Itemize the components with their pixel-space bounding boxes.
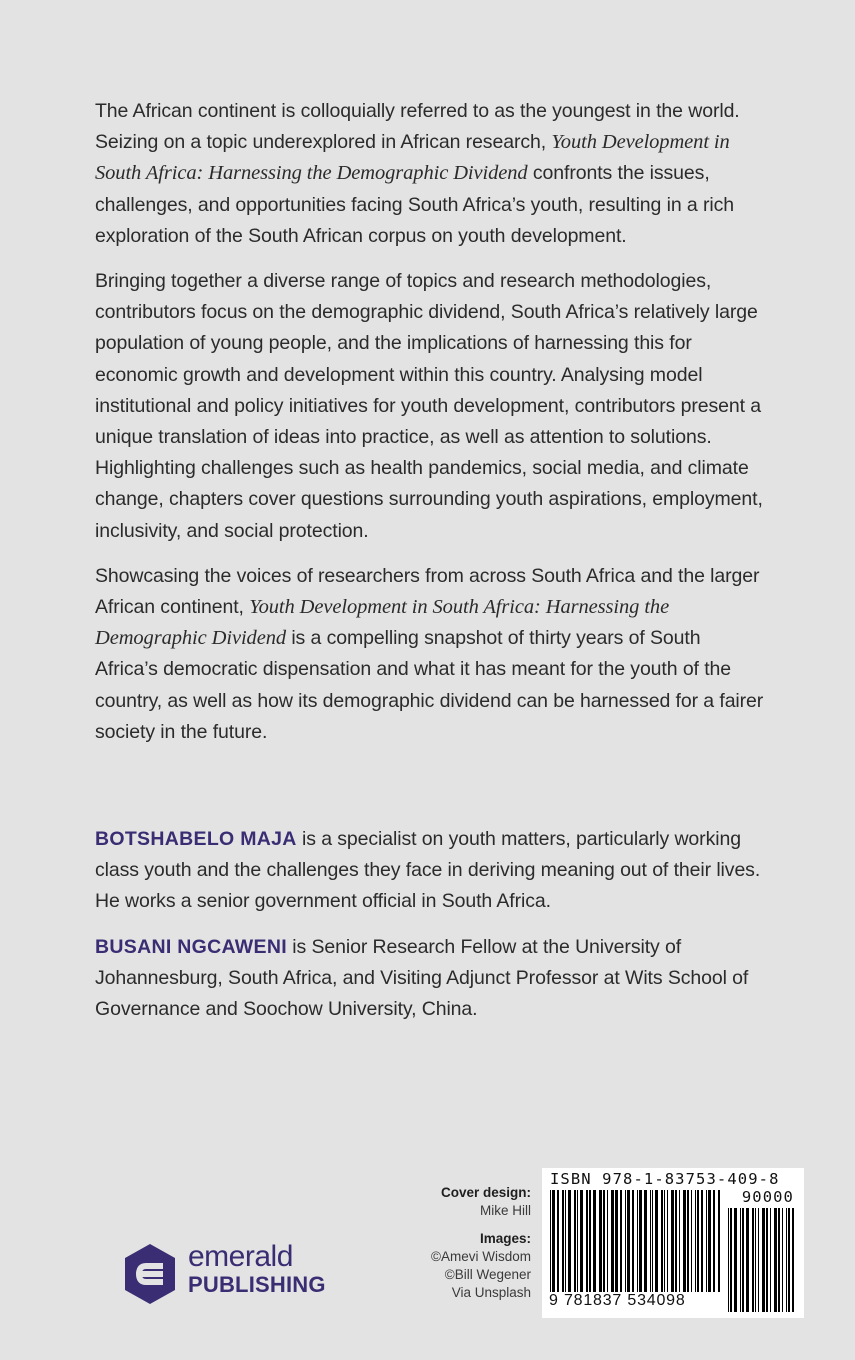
- barcode-bar: [728, 1208, 729, 1312]
- barcode-bar: [679, 1190, 680, 1292]
- barcode-bar: [627, 1190, 630, 1292]
- barcode-bar: [593, 1190, 596, 1292]
- author-bio-1: [95, 824, 765, 918]
- emerald-hexagon-icon: [122, 1242, 178, 1306]
- barcode-bar: [792, 1208, 794, 1312]
- images-credit-2: ©Bill Wegener: [444, 1267, 531, 1282]
- barcode-bar: [675, 1190, 677, 1292]
- barcode-bar: [782, 1208, 783, 1312]
- barcode-bar: [552, 1190, 555, 1292]
- barcode-bar: [718, 1190, 720, 1292]
- barcode-bar: [774, 1208, 777, 1312]
- barcode-bar: [786, 1208, 787, 1312]
- blurb-p1-text-end: confronts the issues, challenges, and opportunities facing South Africa’s youth, resulting in a rich exploration of the South African corpus on youth development.: [95, 162, 734, 247]
- barcode-bar: [599, 1190, 602, 1292]
- author-name: BUSANI NGCAWENI: [95, 935, 287, 958]
- barcode-bar: [734, 1208, 737, 1312]
- blurb-paragraph-3: [95, 561, 765, 748]
- barcode-bar: [664, 1190, 665, 1292]
- barcode-bar: [650, 1190, 651, 1292]
- isbn-label: ISBN 978-1-83753-409-8: [550, 1170, 780, 1188]
- book-title-italic: Youth Development in South Africa: Harnessing the Demographic Dividend: [95, 596, 670, 650]
- publisher-name-word-2: PUBLISHING: [188, 1272, 326, 1297]
- barcode-bar: [766, 1208, 768, 1312]
- barcode-bar: [632, 1190, 634, 1292]
- barcode-bar: [691, 1190, 692, 1292]
- barcode-bar: [730, 1208, 732, 1312]
- barcode-bar: [550, 1190, 551, 1292]
- book-title-italic: Youth Development in South Africa: Harnessing the Demographic Dividend: [95, 131, 730, 185]
- images-credit-1: ©Amevi Wisdom: [431, 1249, 531, 1264]
- barcode-bar: [758, 1208, 759, 1312]
- author-bio-text: is Senior Research Fellow at the University of Johannesburg, South Africa, and Visiting Adjunct Professor at Wits School of Governance and Soochow University, China.: [95, 935, 749, 1021]
- barcode-bar: [742, 1208, 744, 1312]
- barcode-bar: [778, 1208, 780, 1312]
- barcode-bar: [620, 1190, 622, 1292]
- barcode-bar: [713, 1190, 715, 1292]
- cover-design-name: Mike Hill: [479, 1203, 531, 1218]
- barcode-bar: [683, 1190, 686, 1292]
- barcode-bar: [574, 1190, 576, 1292]
- barcode-bar: [661, 1190, 663, 1292]
- barcode-bar: [706, 1190, 707, 1292]
- blurb-paragraph-1: [95, 96, 765, 252]
- barcode-bar: [586, 1190, 588, 1292]
- blurb-p3-text-end: is a compelling snapshot of thirty years of South Africa’s democratic dispensation and what it has meant for the youth of the country, as well as how its demographic dividend can be harnessed for a fairer society in the future.: [95, 627, 764, 743]
- publisher-logo: [122, 1240, 332, 1310]
- images-label: Images:: [479, 1231, 531, 1246]
- barcode-bar: [615, 1190, 618, 1292]
- barcode-bar: [762, 1208, 765, 1312]
- barcode-bar: [637, 1190, 638, 1292]
- barcode-bar: [667, 1190, 668, 1292]
- barcode-bar: [607, 1190, 608, 1292]
- barcode-bar: [562, 1190, 564, 1292]
- ean-digits: 9 781837 534098: [549, 1292, 686, 1309]
- barcode-bar: [644, 1190, 647, 1292]
- price-code: 90000: [741, 1188, 794, 1206]
- barcode-bar: [639, 1190, 642, 1292]
- blurb-p3-text: Showcasing the voices of researchers from across South Africa and the larger African continent,: [95, 564, 760, 619]
- barcode-bar: [770, 1208, 771, 1312]
- barcode-bar: [611, 1190, 614, 1292]
- barcode-bar: [697, 1190, 699, 1292]
- barcode-bar: [580, 1190, 583, 1292]
- author-bio-text: is a specialist on youth matters, particularly working class youth and the challenges they face in deriving meaning out of their lives. He works a senior government official in South Africa.: [95, 828, 761, 913]
- barcode-bar: [625, 1190, 626, 1292]
- barcode-bar: [655, 1190, 658, 1292]
- barcode-bar: [589, 1190, 591, 1292]
- barcode-bar: [746, 1208, 749, 1312]
- barcode-bar: [695, 1190, 696, 1292]
- author-name: BOTSHABELO MAJA: [95, 828, 297, 850]
- barcode-bar: [577, 1190, 578, 1292]
- cover-design-label: Cover design:: [440, 1185, 531, 1200]
- isbn-barcode: [542, 1168, 804, 1318]
- barcode-bar: [788, 1208, 790, 1312]
- barcode-bar: [652, 1190, 653, 1292]
- barcode-bar: [565, 1190, 566, 1292]
- barcode-bar: [752, 1208, 754, 1312]
- barcode-bar: [740, 1208, 741, 1312]
- barcode-bar: [603, 1190, 605, 1292]
- author-bio-2: [95, 932, 765, 1026]
- barcode-bar: [557, 1190, 559, 1292]
- barcode-bar: [671, 1190, 674, 1292]
- blurb-paragraph-2: Bringing together a diverse range of topics and research methodologies, contributors focus on the demographic dividend, South Africa’s relatively large population of young people, and the implications of harnessing this for economic growth and development within this country. Analysing model institutional and policy initiatives for youth development, contributors present a unique translation of ideas into practice, as well as attention to solutions. Highlighting challenges such as health pandemics, social media, and climate change, chapters cover questions surrounding youth aspirations, employment, inclusivity, and social protection.: [95, 270, 763, 542]
- barcode-bar: [701, 1190, 703, 1292]
- barcode-bar: [708, 1190, 711, 1292]
- blurb: [95, 96, 765, 762]
- barcode-bar: [755, 1208, 756, 1312]
- barcode-bar: [568, 1190, 571, 1292]
- publisher-name-word-1: emerald: [188, 1240, 293, 1273]
- blurb-p1-text: The African continent is colloquially referred to as the youngest in the world. Seizing on a topic underexplored in African research,: [95, 100, 740, 154]
- author-bios: [95, 824, 765, 1039]
- barcode-bar: [687, 1190, 689, 1292]
- images-credit-3: Via Unsplash: [451, 1285, 531, 1300]
- credits: [431, 1184, 531, 1302]
